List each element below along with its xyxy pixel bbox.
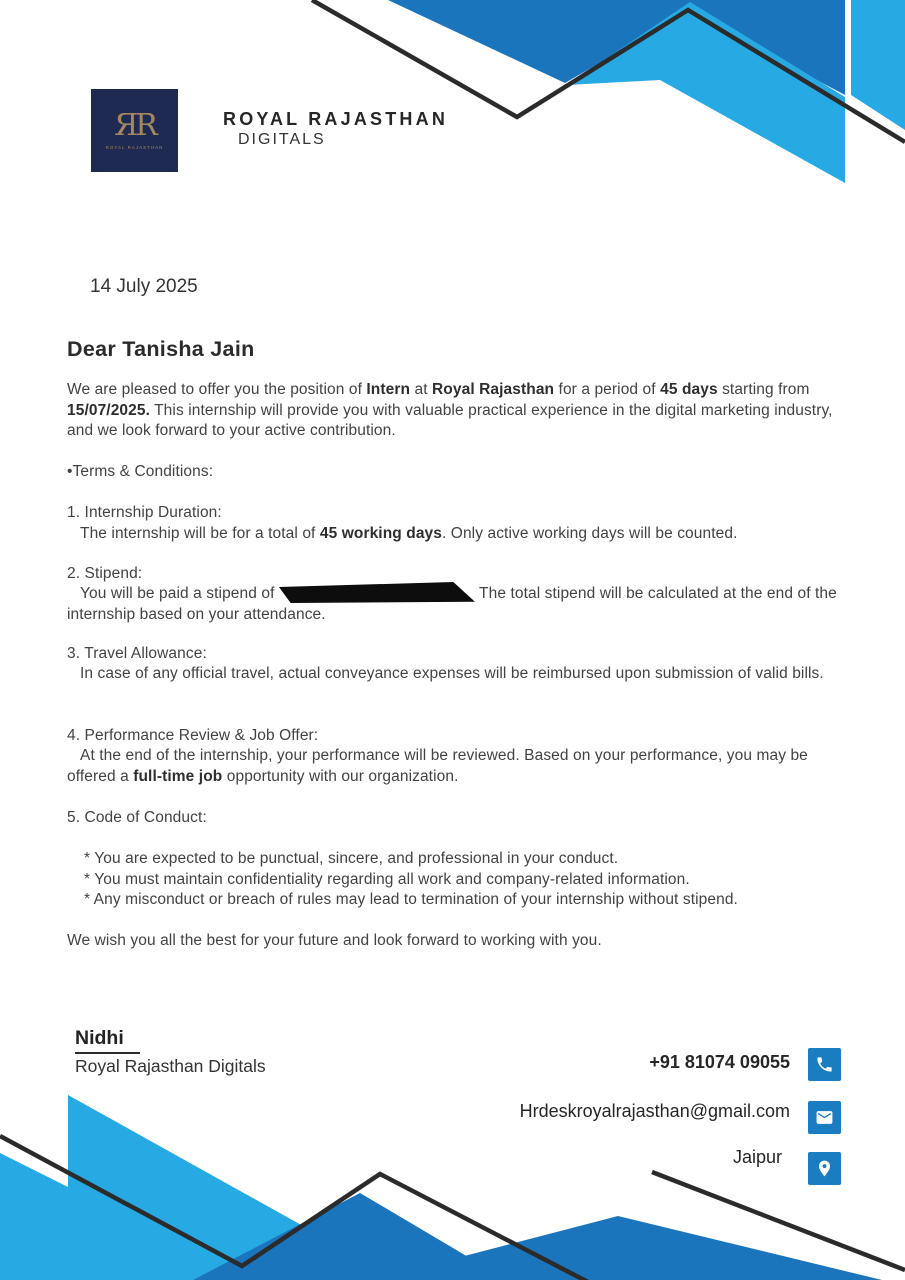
header-light-band	[851, 0, 905, 130]
contact-phone: +91 81074 09055	[649, 1052, 790, 1072]
section-body: You will be paid a stipend of The total stipend will be calculated at the end of the internship based on your attendance.	[67, 582, 839, 625]
header-dark-shape	[388, 0, 845, 95]
conduct-rule: * You must maintain confidentiality regarding all work and company-related information.	[84, 870, 690, 888]
signature-company: Royal Rajasthan Digitals	[75, 1056, 266, 1076]
logo-monogram: ЯR	[114, 108, 155, 143]
conduct-rule: * Any misconduct or breach of rules may lead to termination of your internship without stipend.	[84, 891, 738, 908]
company-logo	[91, 89, 178, 172]
section-body: In case of any official travel, actual conveyance expenses will be reimbursed upon submission of valid bills.	[80, 665, 824, 682]
header-light-shape	[567, 2, 845, 183]
conduct-rule: * You are expected to be punctual, sincere, and professional in your conduct.	[84, 850, 619, 867]
section-body: At the end of the internship, your performance will be reviewed. Based on your performance, you may be offered a full-time job opportunity with our organization.	[67, 747, 808, 785]
footer-light-band	[0, 1153, 68, 1280]
phone-icon	[808, 1048, 841, 1081]
footer-dark-mountain-left	[193, 1193, 507, 1280]
conduct-rules	[67, 849, 839, 911]
footer-zigzag-line	[0, 1136, 588, 1280]
letter-date: 14 July 2025	[90, 276, 198, 297]
footer-light-slab	[68, 1095, 400, 1280]
contact-city: Jaipur	[732, 1147, 782, 1167]
company-name: ROYAL RAJASTHAN	[223, 109, 449, 129]
section-heading: 1. Internship Duration:	[67, 504, 222, 521]
section-heading: 5. Code of Conduct:	[67, 809, 207, 826]
section-heading: 2. Stipend:	[67, 565, 143, 582]
redacted-text	[279, 582, 475, 603]
logo-caption: ROYAL RAJASTHAN	[105, 145, 164, 150]
section-heading: 3. Travel Allowance:	[67, 645, 207, 662]
section-heading: 4. Performance Review & Job Offer:	[67, 727, 319, 744]
company-name-sub: DIGITALS	[238, 131, 326, 148]
letter-greeting: Dear Tanisha Jain	[67, 337, 255, 361]
footer-dark-mountain-right	[372, 1216, 882, 1280]
section-body: The internship will be for a total of 45 working days. Only active working days will be counted.	[80, 525, 738, 542]
closing-line: We wish you all the best for your future and look forward to working with you.	[67, 932, 602, 949]
location-icon	[808, 1152, 841, 1185]
terms-label: •Terms & Conditions:	[67, 463, 214, 480]
footer-diagonal-line	[652, 1172, 905, 1270]
signature-name: Nidhi	[75, 1027, 140, 1054]
intro-paragraph: We are pleased to offer you the position of Intern at Royal Rajasthan for a period of 45 days starting from 15/07/2025. This internship will provide you with valuable practical experience in the digital marketing industry, and we look forward to your active contribution.	[67, 381, 833, 439]
email-icon	[808, 1101, 841, 1134]
contact-email: Hrdeskroyalrajasthan@gmail.com	[519, 1101, 790, 1121]
